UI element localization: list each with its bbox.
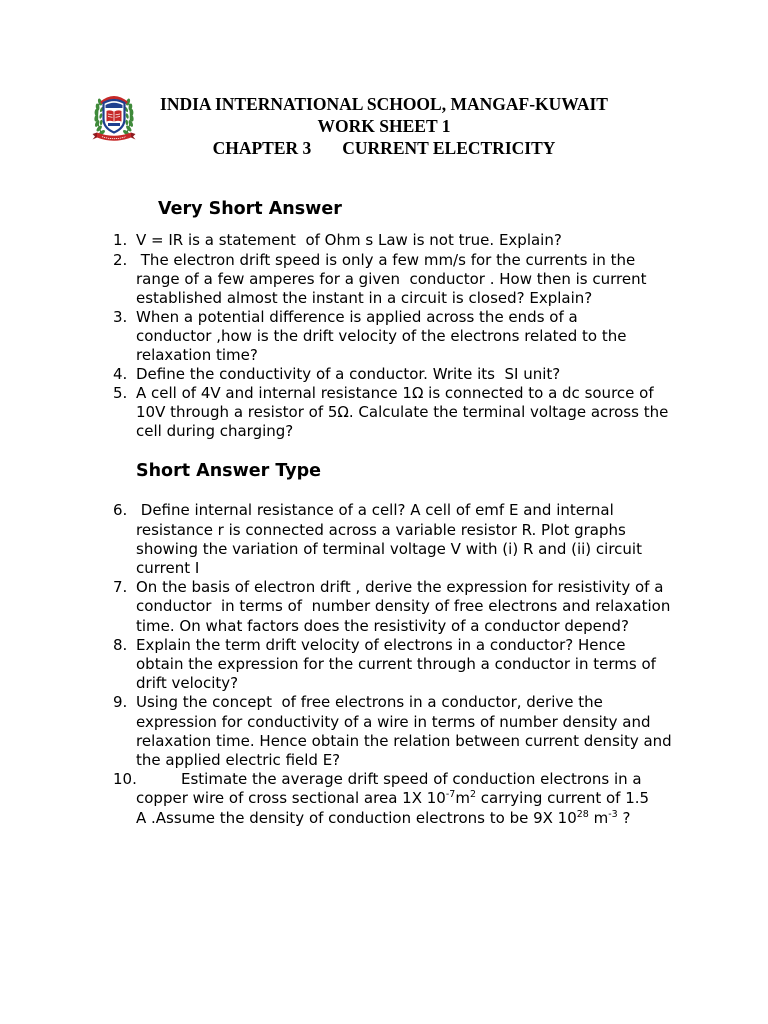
question-line: the applied electric field E? (136, 751, 341, 770)
superscript: 28 (576, 808, 589, 820)
section-heading-very-short: Very Short Answer (158, 199, 342, 219)
question-4 (113, 365, 713, 384)
question-line: 10V through a resistor of 5Ω. Calculate the terminal voltage across the (136, 403, 669, 422)
question-number: 1. (113, 231, 128, 250)
text-segment: m (588, 808, 609, 827)
section-heading-short-answer: Short Answer Type (136, 461, 322, 481)
question-line: Define internal resistance of a cell? A cell of emf E and internal (136, 501, 614, 520)
school-name: INDIA INTERNATIONAL SCHOOL, MANGAF-KUWAIT (160, 94, 608, 114)
worksheet-title: WORK SHEET 1 (317, 116, 451, 136)
question-line: The electron drift speed is only a few mm/s for the currents in the (136, 250, 636, 269)
question-number: 9. (113, 693, 128, 712)
question-line: cell during charging? (136, 422, 294, 441)
question-line: expression for conductivity of a wire in terms of number density and (136, 712, 651, 731)
question-number: 2. (113, 250, 128, 269)
question-line: established almost the instant in a circuit is closed? Explain? (136, 288, 593, 307)
question-line: V = IR is a statement of Ohm s Law is not true. Explain? (136, 231, 562, 250)
chapter-title: CURRENT ELECTRICITY (342, 138, 556, 158)
question-line: showing the variation of terminal voltage V with (i) R and (ii) circuit (136, 539, 642, 558)
question-number: 10. (113, 770, 137, 789)
question-8 (113, 636, 713, 694)
short-answer-list (113, 501, 713, 827)
question-line: relaxation time? (136, 346, 258, 364)
question-number: 7. (113, 578, 128, 597)
question-line: range of a few amperes for a given conductor . How then is current (136, 269, 647, 288)
superscript: 2 (469, 789, 476, 801)
question-7 (113, 578, 713, 636)
question-line: resistance r is connected across a variable resistor R. Plot graphs (136, 520, 626, 539)
question-number: 4. (113, 365, 128, 384)
very-short-answer-list (113, 231, 713, 441)
text-segment: A .Assume the density of conduction electrons to be 9X 10 (136, 808, 577, 827)
question-6 (113, 501, 713, 578)
question-line: Using the concept of free electrons in a conductor, derive the (136, 693, 603, 712)
chapter-number: CHAPTER 3 (212, 138, 312, 158)
question-3 (113, 308, 713, 365)
question-line: Estimate the average drift speed of conduction electrons in a (181, 770, 642, 789)
chapter-line (0, 137, 768, 159)
question-line: time. On what factors does the resistivity of a conductor depend? (136, 616, 629, 635)
question-9 (113, 693, 713, 770)
worksheet-header (0, 93, 768, 159)
question-line (136, 789, 713, 808)
text-segment: ? (617, 808, 631, 827)
question-1 (113, 231, 713, 250)
question-line: relaxation time. Hence obtain the relation between current density and (136, 731, 672, 750)
question-line: current I (136, 559, 200, 577)
question-number: 6. (113, 501, 128, 520)
question-5 (113, 384, 713, 441)
question-2 (113, 251, 713, 308)
question-line: A cell of 4V and internal resistance 1Ω is connected to a dc source of (136, 384, 654, 403)
text-segment: m (455, 789, 470, 808)
question-line: obtain the expression for the current through a conductor in terms of (136, 655, 656, 674)
superscript: -3 (608, 808, 618, 820)
question-line: When a potential difference is applied across the ends of a (136, 307, 578, 326)
text-segment: carrying current of 1.5 (476, 789, 650, 808)
question-number: 3. (113, 307, 128, 326)
question-line (136, 809, 713, 828)
question-line: conductor ,how is the drift velocity of the electrons related to the (136, 326, 627, 345)
text-segment: copper wire of cross sectional area 1X 10 (136, 789, 446, 808)
question-line: On the basis of electron drift , derive the expression for resistivity of a (136, 578, 664, 597)
question-number: 5. (113, 384, 128, 403)
question-line: drift velocity? (136, 674, 239, 693)
question-line: Define the conductivity of a conductor. Write its SI unit? (136, 365, 561, 384)
superscript: -7 (445, 789, 456, 801)
question-number: 8. (113, 635, 128, 654)
question-line: conductor in terms of number density of free electrons and relaxation (136, 597, 671, 616)
question-10 (113, 770, 713, 828)
question-line: Explain the term drift velocity of electrons in a conductor? Hence (136, 635, 626, 654)
